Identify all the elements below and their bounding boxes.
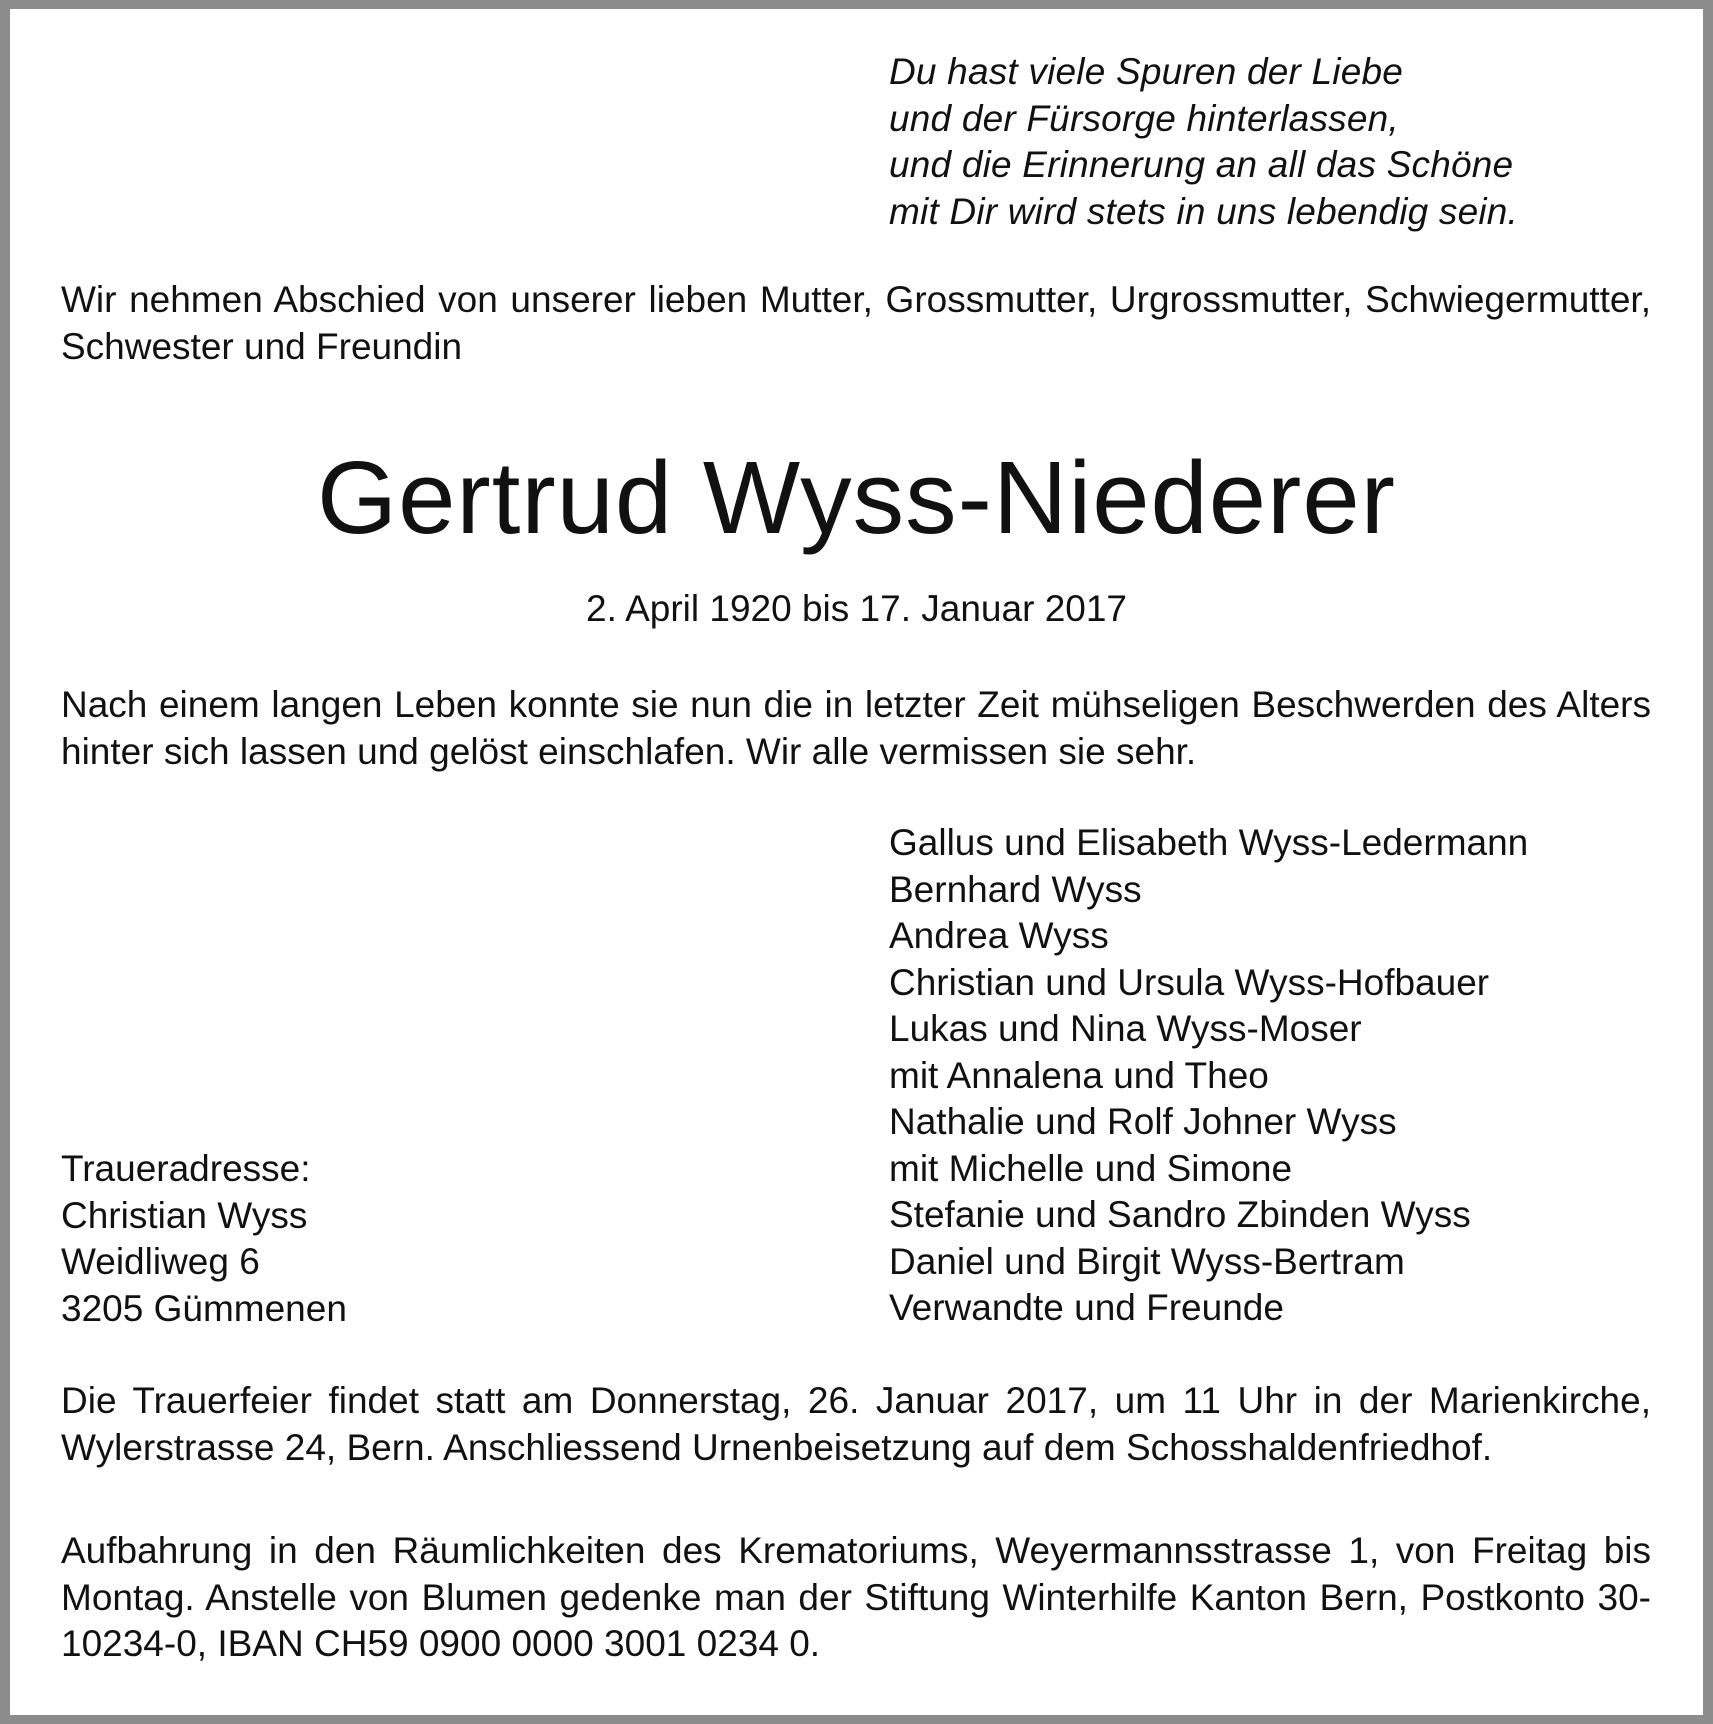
- memorial-verse: [889, 49, 1518, 235]
- mourner-entry: Gallus und Elisabeth Wyss-Ledermann: [889, 822, 1529, 863]
- mourner-entry: mit Annalena und Theo: [889, 1054, 1269, 1096]
- address-city: 3205 Gümmenen: [61, 1287, 347, 1329]
- mourner-entry: Stefanie und Sandro Zbinden Wyss: [889, 1194, 1471, 1235]
- verse-line: mit Dir wird stets in uns lebendig sein.: [889, 190, 1519, 232]
- verse-line: und die Erinnerung an all das Schöne: [889, 144, 1514, 185]
- mourners-list: [889, 820, 1528, 1332]
- laying-out-details: Aufbahrung in den Räumlichkeiten des Krematoriums, Weyermannsstrasse 1, von Freitag bis Montag. Anstelle von Blumen gedenke man der Stiftung Winterhilfe Kanton Bern, Postkonto 30-10234-0, IBAN CH59 0900 0000 3001 0234 0.: [61, 1530, 1651, 1664]
- verse-line: und der Fürsorge hinterlassen,: [889, 97, 1399, 139]
- verse-line: Du hast viele Spuren der Liebe: [889, 51, 1404, 92]
- mourner-entry: Bernhard Wyss: [889, 868, 1142, 910]
- mourning-address: [61, 1146, 347, 1332]
- mourner-entry: Lukas und Nina Wyss-Moser: [889, 1008, 1362, 1049]
- farewell-intro: Wir nehmen Abschied von unserer lieben Mutter, Grossmutter, Urgrossmutter, Schwiegermutter, Schwester und Freundin: [61, 279, 1651, 367]
- life-dates: 2. April 1920 bis 17. Januar 2017: [586, 588, 1127, 629]
- mourner-entry: mit Michelle und Simone: [889, 1147, 1293, 1189]
- mourner-entry: Daniel und Birgit Wyss-Bertram: [889, 1240, 1405, 1282]
- deceased-name: Gertrud Wyss-Niederer: [317, 440, 1396, 555]
- memorial-passage: Nach einem langen Leben konnte sie nun die in letzter Zeit mühseligen Beschwerden des Alters hinter sich lassen und gelöst einschlafen. Wir alle vermissen sie sehr.: [61, 684, 1651, 772]
- ceremony-details: Die Trauerfeier findet statt am Donnerstag, 26. Januar 2017, um 11 Uhr in der Marienkirche, Wylerstrasse 24, Bern. Anschliessend Urnenbeisetzung auf dem Schosshaldenfriedhof.: [61, 1380, 1651, 1468]
- mourner-entry: Nathalie und Rolf Johner Wyss: [889, 1101, 1397, 1142]
- mourner-entry: Andrea Wyss: [889, 915, 1109, 956]
- address-street: Weidliweg 6: [61, 1241, 260, 1282]
- address-name: Christian Wyss: [61, 1194, 308, 1236]
- address-label: Traueradresse:: [61, 1148, 311, 1189]
- mourner-entry: Verwandte und Freunde: [889, 1287, 1284, 1328]
- mourner-entry: Christian und Ursula Wyss-Hofbauer: [889, 961, 1490, 1003]
